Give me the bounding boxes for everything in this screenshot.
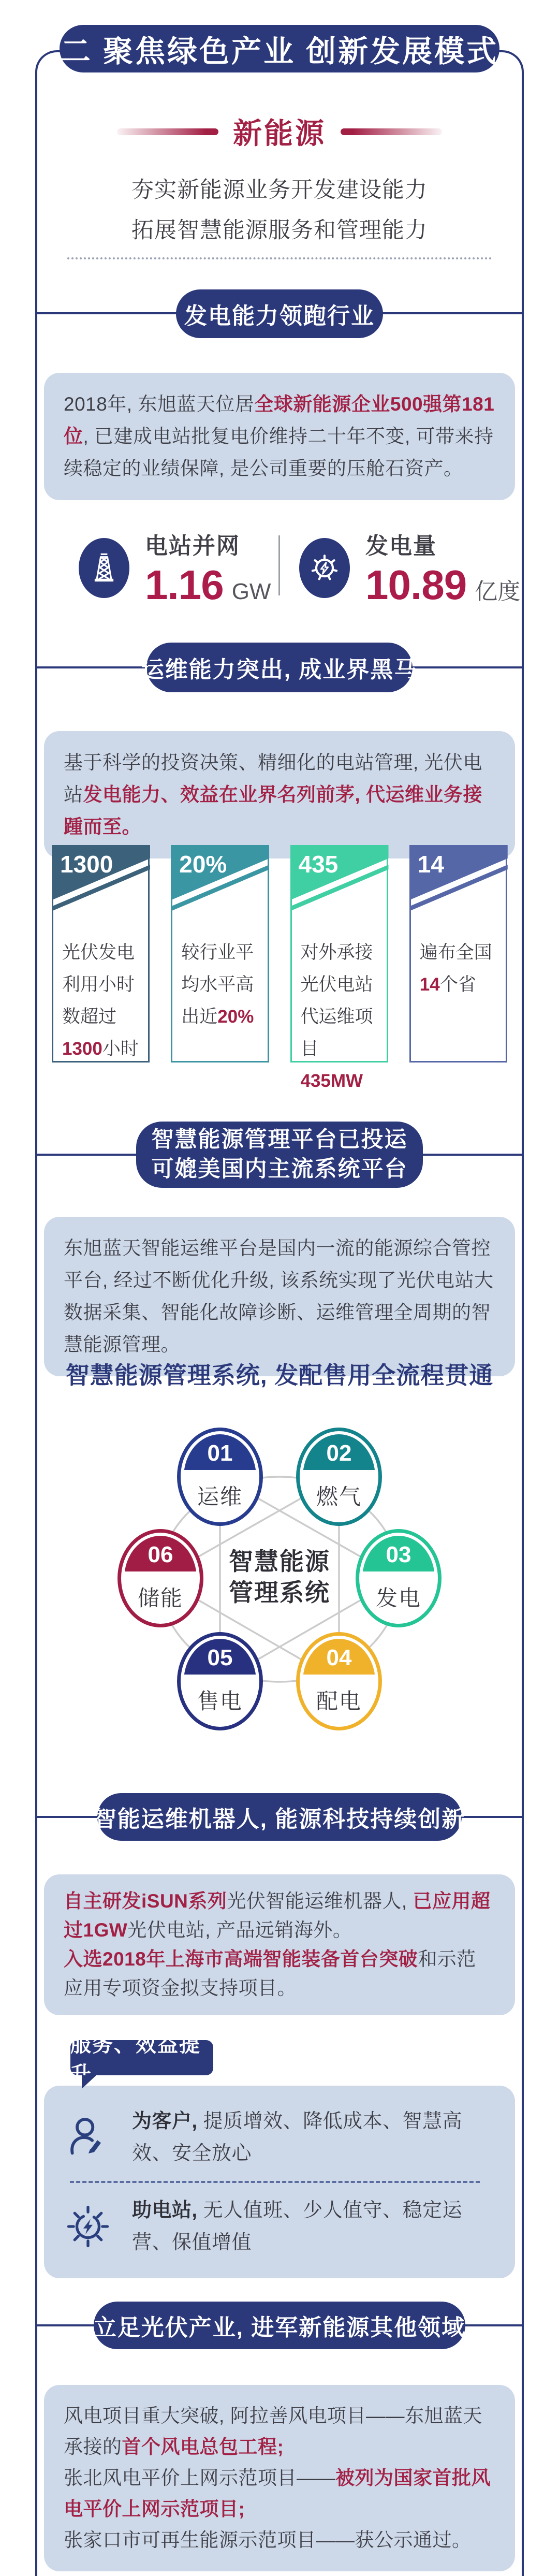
node-label: 配电 [316,1689,362,1713]
section2-text-pre: 基于科学的投资决策、精细化的电站管理, 光伏电站 [64,752,483,805]
person-pencil-glyph [66,2116,110,2159]
stats-divider [278,535,280,595]
section3-title-line2: 可媲美国内主流系统平台 [151,1157,408,1182]
stat-unit: GW [231,579,271,604]
benefit-detail: 提质增效、降低成本、智慧高效、安全放心 [132,2111,463,2164]
stat-power-generated [299,527,520,609]
node-number: 02 [326,1440,352,1466]
stat-card-om-contracts [290,845,388,1091]
node-core [303,1639,375,1724]
stat-value: 1.16 [145,562,224,608]
item-highlight: 被列为国家首批风电平价上网示范项目; [64,2467,491,2520]
section1-paragraph-text [64,388,495,485]
benefit-detail: 无人值班、少人值守、稳定运营、保值增值 [132,2200,463,2253]
section1-title-text: 发电能力领跑行业 [184,303,375,329]
diagram-center-line2: 管理系统 [229,1579,330,1606]
category-dash-right [341,128,442,135]
stat-card-provinces [409,845,507,1063]
node-number: 01 [207,1440,233,1466]
energy-system-diagram [0,1398,559,1745]
benefits-divider [70,2181,480,2183]
intro-line-1: 夯实新能源业务开发建设能力 [131,178,428,202]
stat-value-row [365,561,520,609]
diagram-node-gas [296,1428,382,1526]
stat-card-number: 435 [298,851,339,878]
section1-paragraph [44,373,515,500]
person-pencil-icon [65,2116,111,2159]
section4-title [93,1793,466,1841]
section1-text-post: , 已建成电站批复电价维持二十年不变, 可带来持续稳定的业绩保障, 是公司重要的压舱石资产。 [64,426,494,479]
page-title-text: 二 聚焦绿色产业 创新发展模式 [60,35,499,68]
section4-paragraph [44,1874,515,2015]
node-number: 06 [148,1542,173,1567]
stat-card-header [52,845,150,924]
diagram-node-distribution [296,1632,382,1730]
node-number: 05 [207,1645,233,1670]
node-number: 03 [386,1542,411,1567]
wind-item-2 [64,2463,495,2525]
benefits-tag-text: 服务、效益提升 [70,2033,201,2086]
card-text-post: 个省 [439,974,476,995]
p1-end: 光伏电站, 产品远销海外。 [127,1919,352,1941]
stat-label: 电站并网 [145,533,240,559]
p2-end: 和示范应用专项资金拟支持项目。 [64,1948,476,1999]
node-core [124,1536,197,1621]
gear-lightning-glyph [308,552,341,584]
stat-card-number: 20% [179,851,227,878]
card-text-post: 小时 [102,1039,139,1059]
card-text-highlight: 435MW [300,1071,363,1091]
stat-info [145,527,271,609]
intro-line-2: 拓展智慧能源服务和管理能力 [131,218,428,243]
section2-paragraph-text [64,747,495,843]
section1-title [176,289,383,338]
p1-highlight-1: 自主研发iSUN系列 [64,1890,227,1912]
stat-card-number: 1300 [60,851,113,878]
section1-text-highlight: 全球新能源企业500强第181位 [64,394,495,447]
card-text-pre: 对外承接光伏电站代运维项目 [300,942,373,1059]
stat-card-text [292,929,387,1104]
robot-paragraph-2 [64,1945,495,2003]
node-label: 燃气 [316,1485,362,1509]
node-core [184,1434,256,1519]
stat-card-text [411,929,506,1008]
section3-paragraph [44,1217,515,1376]
transmission-tower-icon [79,538,129,598]
node-number: 04 [326,1645,352,1670]
benefit-label: 助电站, [132,2200,198,2221]
wind-item-1 [64,2400,495,2463]
section3-title [136,1122,423,1188]
node-label: 储能 [137,1586,183,1610]
stat-grid-connected [79,527,271,609]
section2-text-highlight: 发电能力、效益在业界名列前茅, 代运维业务接踵而至。 [64,784,483,837]
node-label: 发电 [375,1586,421,1610]
stat-card-header [290,845,389,924]
benefit-text [132,2105,494,2170]
sun-lightning-icon [65,2203,111,2250]
diagram-node-storage [117,1529,203,1627]
benefit-row-station [65,2188,494,2265]
node-label: 售电 [197,1689,243,1713]
stat-cards-row [52,845,507,1091]
benefit-label: 为客户, [132,2111,198,2132]
section5-title-text: 立足光伏产业, 进军新能源其他领域 [93,2315,466,2340]
section2-paragraph [44,731,515,858]
section2-title-text: 运维能力突出, 成业界黑马 [141,657,418,682]
stat-card-utilization [52,845,150,1063]
benefit-text [132,2194,494,2259]
section4-title-text: 智能运维机器人, 能源科技持续创新 [93,1807,466,1832]
section1-text-pre: 2018年, 东旭蓝天位居 [64,394,255,415]
page-title [60,25,499,72]
sun-lightning-glyph [65,2203,111,2250]
stat-card-header [171,845,269,924]
card-text-highlight: 1300 [62,1039,102,1059]
stat-unit: 亿度 [475,579,521,604]
node-core [303,1434,375,1519]
section2-title [141,643,418,692]
node-label: 运维 [197,1485,243,1509]
stat-card-text [172,929,267,1040]
category-label: 新能源 [233,117,326,150]
transmission-tower-glyph [90,551,119,585]
benefits-tag-tail [82,2075,96,2089]
diagram-center-label [202,1546,357,1608]
section3-paragraph-text: 东旭蓝天智能运维平台是国内一流的能源综合管控平台, 经过不断优化升级, 该系统实现了光伏电站大数据采集、智能化故障诊断、运维管理全周期的智慧能源管理。 [64,1238,494,1355]
diagram-center-line1: 智慧能源 [229,1548,330,1575]
node-core [362,1536,435,1621]
benefit-row-customer [65,2099,494,2176]
section5-paragraph [44,2385,515,2571]
diagram-node-om [177,1428,263,1526]
stat-card-text [53,929,148,1072]
node-core [184,1639,256,1724]
card-text-highlight: 14 [419,974,440,995]
stat-value: 10.89 [365,562,467,608]
stat-card-header [409,845,508,924]
diagram-node-generation [356,1529,442,1627]
diagram-title: 智慧能源管理系统, 发配售用全流程贯通 [65,1362,494,1389]
card-text-pre: 光伏发电利用小时数超过 [62,942,135,1027]
dotted-divider [67,257,492,259]
p1-highlight-2: 已应用超过1GW [64,1890,491,1941]
category-row [0,111,559,152]
item-pre: 张家口市可再生能源示范项目——获公示通过。 [64,2529,472,2551]
wind-item-3 [64,2525,495,2556]
p1-mid: 光伏智能运维机器人, [227,1890,413,1912]
item-highlight: 首个风电总包工程; [122,2436,284,2457]
card-text-highlight: 20% [217,1007,254,1027]
item-pre: 张北风电平价上网示范项目—— [64,2467,335,2488]
gear-lightning-icon [299,538,350,598]
stat-card-number: 14 [417,851,444,878]
benefits-box [44,2086,515,2278]
card-text-pre: 较行业平均水平高出近 [181,942,254,1027]
stat-value-row [145,561,271,609]
benefits-tag [70,2033,213,2086]
category-dash-left [117,128,218,135]
item-pre: 风电项目重大突破, 阿拉善风电项目——东旭蓝天承接的 [64,2405,483,2457]
intro-text [0,170,559,251]
section3-title-line1: 智慧能源管理平台已投运 [151,1127,408,1152]
stats-row [0,527,559,608]
p2-highlight: 入选2018年上海市高端智能装备首台突破 [64,1948,418,1970]
section5-title [94,2302,465,2349]
stat-info [365,527,520,609]
diagram-node-retail [177,1632,263,1730]
stat-label: 发电量 [365,533,437,559]
robot-paragraph-1 [64,1887,495,1945]
card-text-pre: 遍布全国 [419,942,492,963]
stat-card-above-average [171,845,269,1063]
